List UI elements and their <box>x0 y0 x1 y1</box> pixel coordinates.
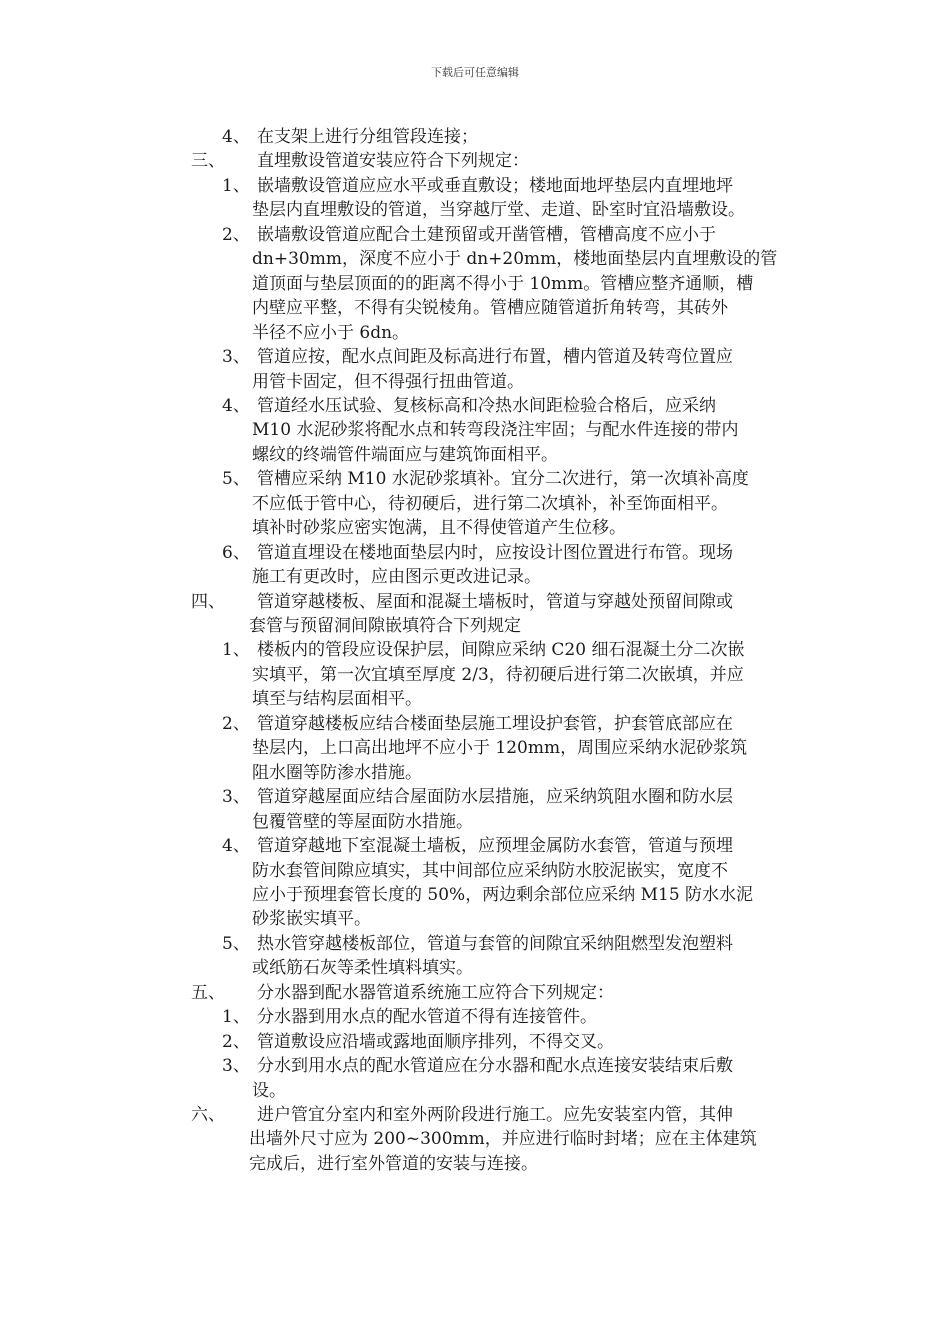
line-text: 填补时砂浆应密实饱满，且不得使管道产生位移。 <box>252 518 626 538</box>
text-line <box>0 320 950 346</box>
line-text: 或纸筋石灰等柔性填料填实。 <box>252 958 473 978</box>
text-line <box>0 442 950 468</box>
line-text: 垫层内直埋敷设的管道，当穿越厅堂、走道、卧室时宜沿墙敷设。 <box>252 200 745 220</box>
text-line <box>0 295 950 321</box>
line-text: 不应低于管中心，待初硬后，进行第二次填补，补至饰面相平。 <box>252 494 728 514</box>
text-line <box>0 711 950 737</box>
line-text: 内壁应平整，不得有尖锐棱角。管槽应随管道折角转弯，其砖外 <box>252 298 728 318</box>
text-line <box>0 491 950 517</box>
text-line <box>0 760 950 786</box>
line-text: 完成后，进行室外管道的安装与连接。 <box>249 1154 538 1174</box>
section-number: 六、 <box>191 1105 225 1125</box>
item-number: 3、 <box>222 1056 250 1076</box>
text-line <box>0 955 950 981</box>
item-number: 3、 <box>222 347 250 367</box>
text-line <box>0 589 950 615</box>
text-line <box>0 1004 950 1030</box>
line-text: 管道应按，配水点间距及标高进行布置，槽内管道及转弯位置应 <box>257 347 733 367</box>
line-text: 垫层内，上口高出地坪不应小于 120mm，周围应采纳水泥砂浆筑 <box>252 738 748 758</box>
section-number: 四、 <box>191 592 225 612</box>
item-number: 2、 <box>222 714 250 734</box>
item-number: 5、 <box>222 934 250 954</box>
item-number: 3、 <box>222 787 250 807</box>
line-text: 在支架上进行分组管段连接； <box>257 127 478 147</box>
text-line <box>0 344 950 370</box>
text-line <box>0 1053 950 1079</box>
line-text: 分水器到配水器管道系统施工应符合下列规定： <box>257 983 614 1003</box>
text-line <box>0 515 950 541</box>
line-text: 半径不应小于 6dn。 <box>252 323 410 343</box>
item-number: 5、 <box>222 469 250 489</box>
line-text: 楼板内的管段应设保护层，间隙应采纳 C20 细石混凝土分二次嵌 <box>257 640 745 660</box>
line-text: 管道穿越地下室混凝土墙板，应预埋金属防水套管，管道与预埋 <box>257 836 733 856</box>
text-line <box>0 809 950 835</box>
line-text: 施工有更改时，应由图示更改进记录。 <box>252 567 541 587</box>
text-line <box>0 906 950 932</box>
line-text: 防水套管间隙应填实，其中间部位应采纳防水胶泥嵌实，宽度不 <box>252 861 728 881</box>
text-line <box>0 173 950 199</box>
line-text: 螺纹的终端管件端面应与建筑饰面相平。 <box>252 445 558 465</box>
text-line <box>0 735 950 761</box>
text-line <box>0 858 950 884</box>
line-text: 填至与结构层面相平。 <box>252 689 422 709</box>
line-text: 嵌墙敷设管道应应水平或垂直敷设；楼地面地坪垫层内直埋地坪 <box>257 176 733 196</box>
text-line <box>0 662 950 688</box>
line-text: 道顶面与垫层顶面的的距离不得小于 10mm。管槽应整齐通顺，槽 <box>252 274 754 294</box>
item-number: 1、 <box>222 176 250 196</box>
line-text: 管槽应采纳 M10 水泥砂浆填补。宜分二次进行，第一次填补高度 <box>257 469 749 489</box>
text-line <box>0 271 950 297</box>
item-number: 2、 <box>222 225 250 245</box>
item-number: 4、 <box>222 127 250 147</box>
line-text: 分水器到用水点的配水管道不得有连接管件。 <box>257 1007 597 1027</box>
text-line <box>0 1029 950 1055</box>
section-number: 三、 <box>191 151 225 171</box>
text-line <box>0 540 950 566</box>
text-line <box>0 1151 950 1177</box>
line-text: 套管与预留洞间隙嵌填符合下列规定 <box>249 616 521 636</box>
text-line <box>0 1126 950 1152</box>
line-text: 分水到用水点的配水管道应在分水器和配水点连接安装结束后敷 <box>257 1056 733 1076</box>
item-number: 4、 <box>222 396 250 416</box>
line-text: 管道敷设应沿墙或露地面顺序排列，不得交叉。 <box>257 1032 614 1052</box>
line-text: 应小于预埋套管长度的 50%，两边剩余部位应采纳 M15 防水水泥 <box>252 885 754 905</box>
item-number: 6、 <box>222 543 250 563</box>
line-text: 管道经水压试验、复核标高和冷热水间距检验合格后，应采纳 <box>257 396 716 416</box>
line-text: 用管卡固定，但不得强行扭曲管道。 <box>252 372 524 392</box>
line-text: 管道穿越楼板应结合楼面垫层施工埋设护套管，护套管底部应在 <box>257 714 733 734</box>
text-line <box>0 222 950 248</box>
line-text: 直埋敷设管道安装应符合下列规定： <box>257 151 529 171</box>
text-line <box>0 246 950 272</box>
line-text: 管道穿越屋面应结合屋面防水层措施，应采纳筑阻水圈和防水层 <box>257 787 733 807</box>
text-line <box>0 784 950 810</box>
line-text: dn+30mm，深度不应小于 dn+20mm，楼地面垫层内直埋敷设的管 <box>252 249 778 269</box>
line-text: 包覆管壁的等屋面防水措施。 <box>252 812 473 832</box>
text-line <box>0 980 950 1006</box>
line-text: 出墙外尺寸应为 200~300mm，并应进行临时封堵；应在主体建筑 <box>249 1129 757 1149</box>
text-line <box>0 564 950 590</box>
item-number: 1、 <box>222 1007 250 1027</box>
line-text: 管道直埋设在楼地面垫层内时，应按设计图位置进行布管。现场 <box>257 543 733 563</box>
section-number: 五、 <box>191 983 225 1003</box>
item-number: 1、 <box>222 640 250 660</box>
text-line <box>0 686 950 712</box>
text-line <box>0 124 950 150</box>
text-line <box>0 613 950 639</box>
text-line <box>0 931 950 957</box>
line-text: 管道穿越楼板、屋面和混凝土墙板时，管道与穿越处预留间隙或 <box>257 592 733 612</box>
text-line <box>0 197 950 223</box>
text-line <box>0 369 950 395</box>
text-line <box>0 393 950 419</box>
line-text: 进户管宜分室内和室外两阶段进行施工。应先安装室内管，其伸 <box>257 1105 733 1125</box>
line-text: 实填平，第一次宜填至厚度 2/3，待初硬后进行第二次嵌填，并应 <box>252 665 744 685</box>
item-number: 4、 <box>222 836 250 856</box>
line-text: 热水管穿越楼板部位，管道与套管的间隙宜采纳阻燃型发泡塑料 <box>257 934 733 954</box>
line-text: 砂浆嵌实填平。 <box>252 909 371 929</box>
text-line <box>0 637 950 663</box>
page-header-note: 下载后可任意编辑 <box>431 66 519 79</box>
text-line <box>0 833 950 859</box>
text-line <box>0 882 950 908</box>
line-text: 阻水圈等防渗水措施。 <box>252 763 422 783</box>
text-line <box>0 466 950 492</box>
text-line <box>0 417 950 443</box>
item-number: 2、 <box>222 1032 250 1052</box>
text-line <box>0 148 950 174</box>
line-text: 设。 <box>252 1081 286 1101</box>
text-line <box>0 1102 950 1128</box>
text-line <box>0 1078 950 1104</box>
line-text: M10 水泥砂浆将配水点和转弯段浇注牢固；与配水件连接的带内 <box>252 420 739 440</box>
line-text: 嵌墙敷设管道应配合土建预留或开凿管槽，管槽高度不应小于 <box>257 225 716 245</box>
